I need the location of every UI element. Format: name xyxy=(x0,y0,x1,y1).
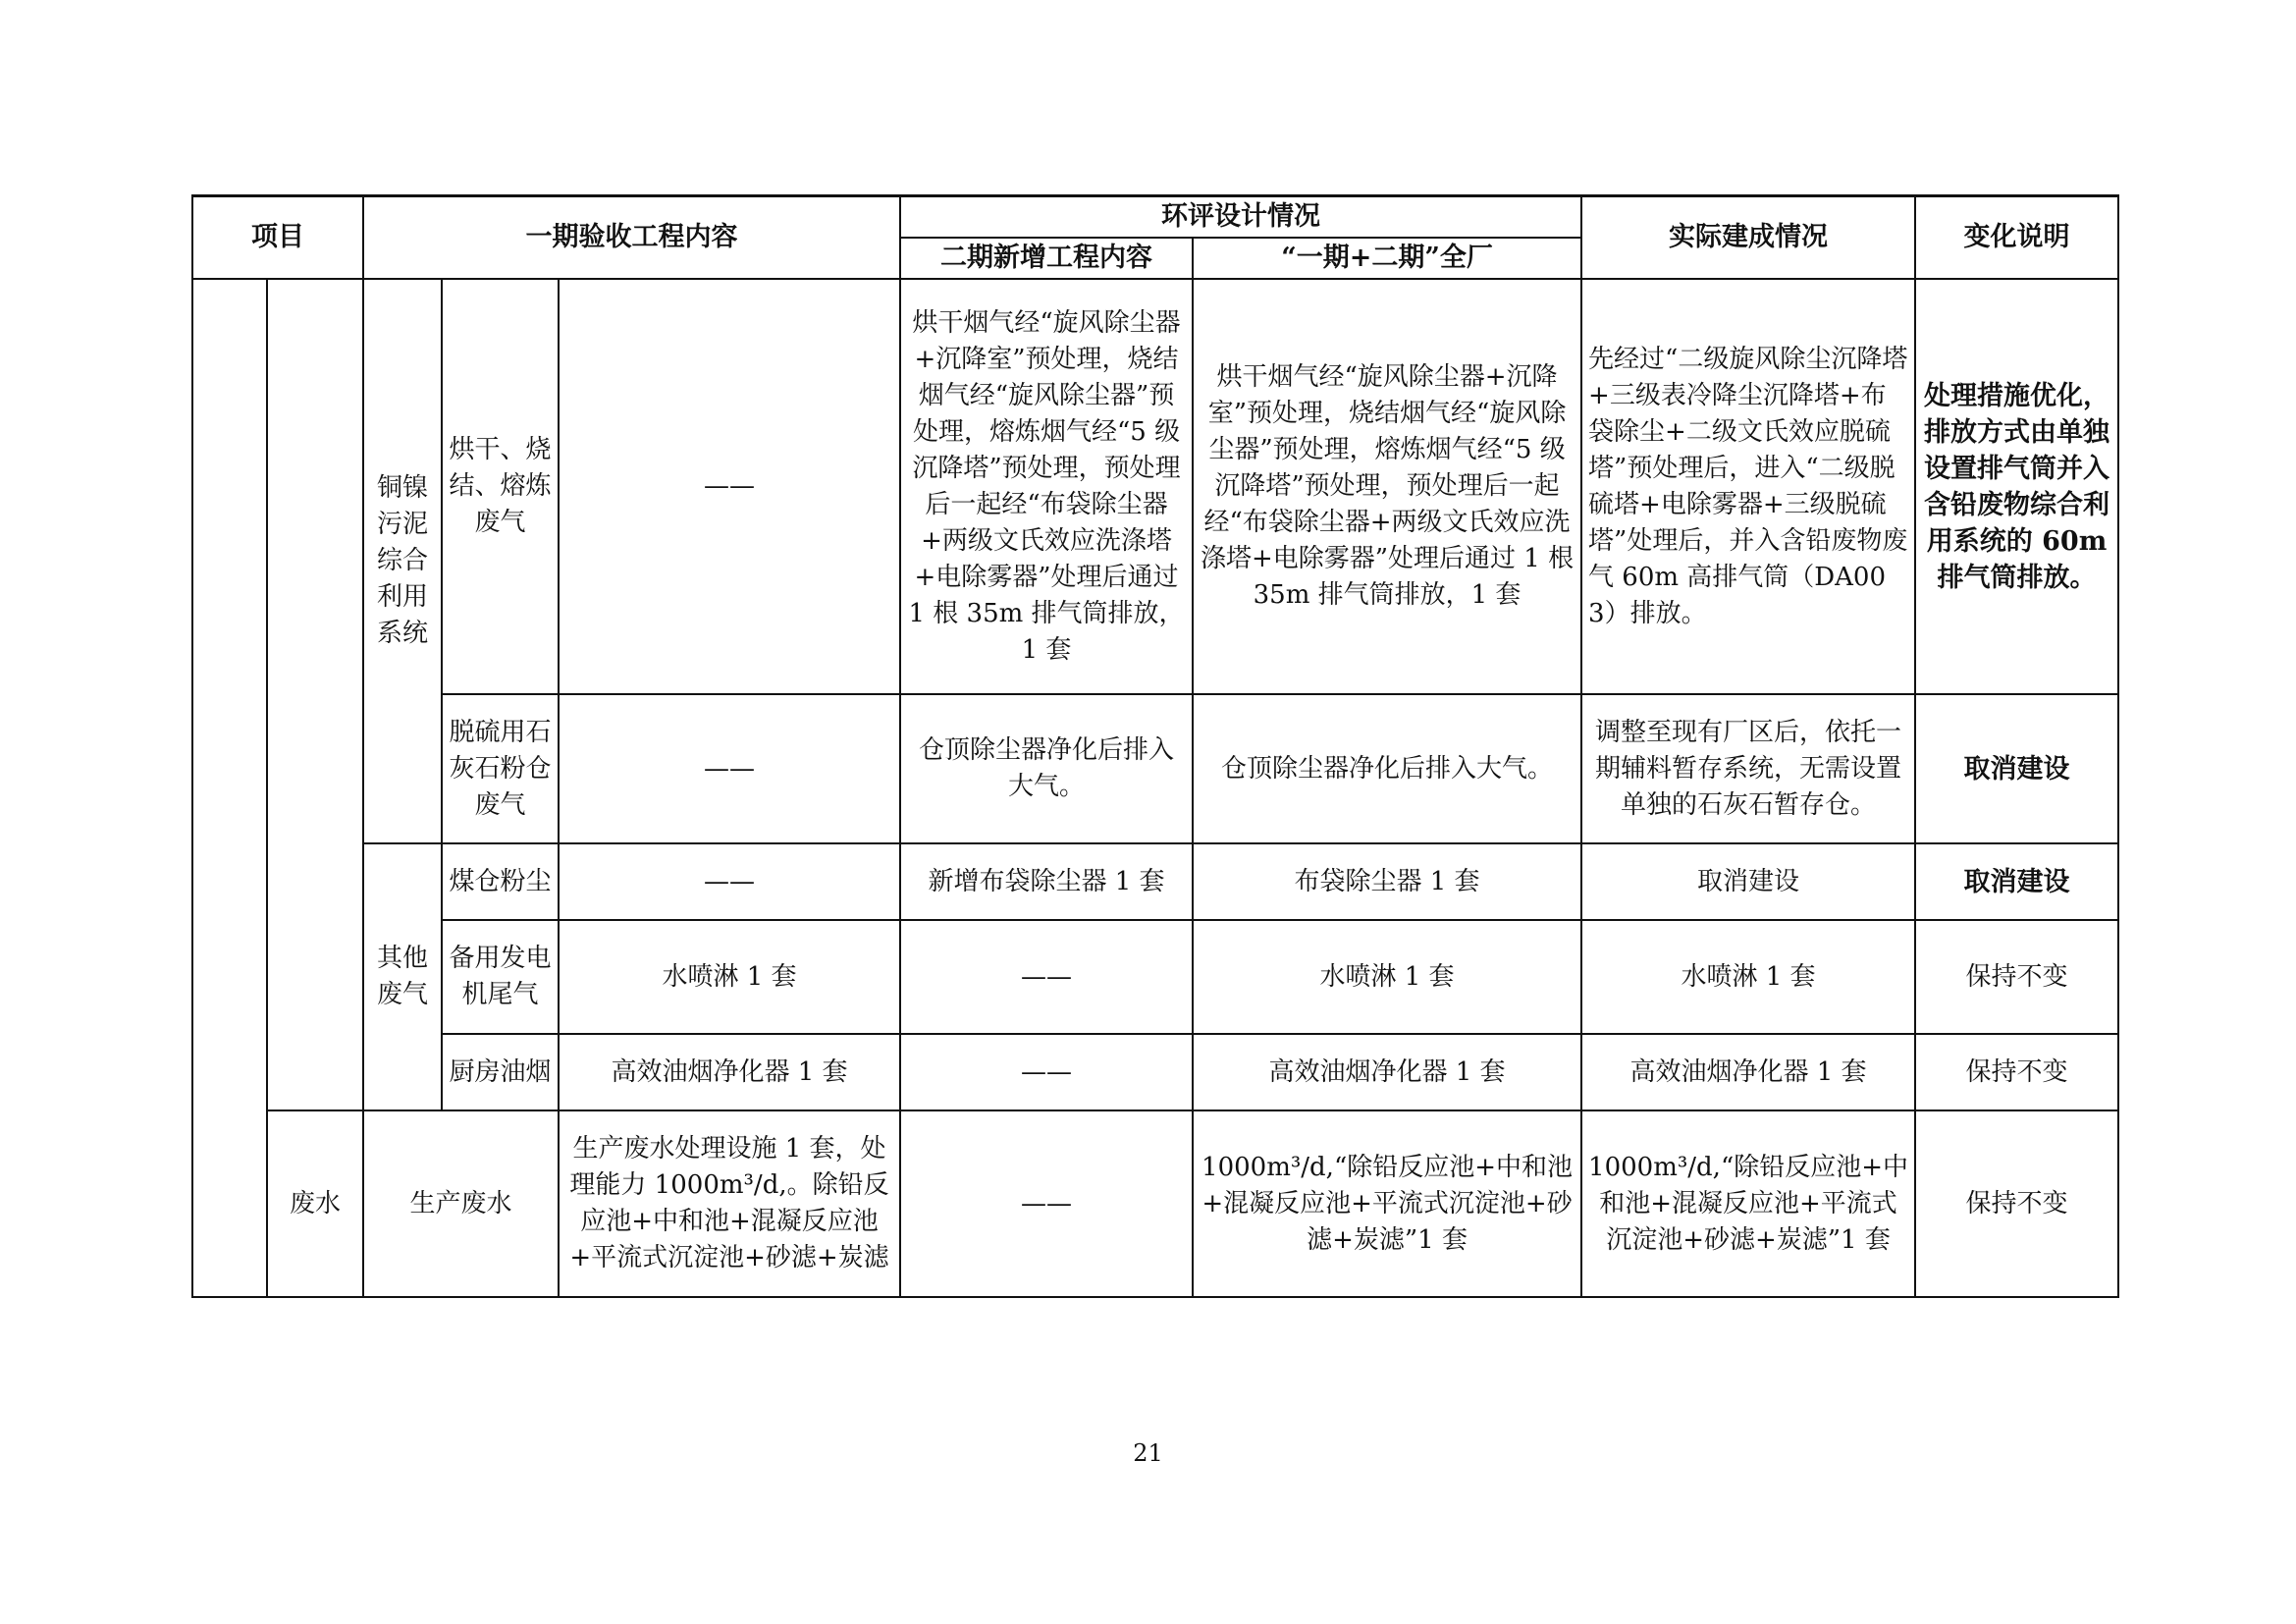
row-item: 生产废水 xyxy=(363,1110,559,1297)
row-phase2: 新增布袋除尘器 1 套 xyxy=(900,843,1193,920)
row-phase1: 水喷淋 1 套 xyxy=(559,920,900,1034)
row-actual: 高效油烟净化器 1 套 xyxy=(1581,1034,1915,1110)
row-whole: 仓顶除尘器净化后排入大气。 xyxy=(1193,694,1581,843)
row-phase1: 生产废水处理设施 1 套，处理能力 1000m³/d,。除铅反应池+中和池+混凝反应池+平流式沉淀池+砂滤+炭滤 xyxy=(559,1110,900,1297)
row-phase1: 高效油烟净化器 1 套 xyxy=(559,1034,900,1110)
row-phase2: —— xyxy=(900,1110,1193,1297)
row-item: 厨房油烟 xyxy=(442,1034,559,1110)
row-change: 取消建设 xyxy=(1915,843,2118,920)
row-whole: 水喷淋 1 套 xyxy=(1193,920,1581,1034)
row-change: 保持不变 xyxy=(1915,1110,2118,1297)
row-whole: 1000m³/d,“除铅反应池+中和池+混凝反应池+平流式沉淀池+砂滤+炭滤”1 套 xyxy=(1193,1110,1581,1297)
row-phase1: —— xyxy=(559,694,900,843)
row-phase2: —— xyxy=(900,920,1193,1034)
wastewater-label: 废水 xyxy=(267,1110,363,1297)
row-whole: 高效油烟净化器 1 套 xyxy=(1193,1034,1581,1110)
waste-gas-group-cell xyxy=(267,279,363,1110)
row-phase2: 烘干烟气经“旋风除尘器+沉降室”预处理，烧结烟气经“旋风除尘器”预处理，熔炼烟气经“5 级沉降塔”预处理，预处理后一起经“布袋除尘器+两级文氏效应洗涤塔+电除雾器”处理后通过 1 根 35m 排气筒排放， 1 套 xyxy=(900,279,1193,694)
header-phase2-new: 二期新增工程内容 xyxy=(900,238,1193,279)
row-change: 处理措施优化，排放方式由单独设置排气筒并入含铅废物综合利用系统的 60m 排气筒排放。 xyxy=(1915,279,2118,694)
row-actual: 水喷淋 1 套 xyxy=(1581,920,1915,1034)
other-gas-label: 其他废气 xyxy=(363,843,442,1110)
row-phase1: —— xyxy=(559,279,900,694)
header-actual: 实际建成情况 xyxy=(1581,196,1915,280)
page-number: 21 xyxy=(1133,1439,1163,1467)
project-empty-cell xyxy=(192,279,267,1297)
row-actual: 1000m³/d,“除铅反应池+中和池+混凝反应池+平流式沉淀池+砂滤+炭滤”1 套 xyxy=(1581,1110,1915,1297)
row-actual: 调整至现有厂区后，依托一期辅料暂存系统，无需设置单独的石灰石暂存仓。 xyxy=(1581,694,1915,843)
header-phase1: 一期验收工程内容 xyxy=(363,196,900,280)
row-whole: 烘干烟气经“旋风除尘器+沉降室”预处理，烧结烟气经“旋风除尘器”预处理，熔炼烟气经“5 级沉降塔”预处理，预处理后一起经“布袋除尘器+两级文氏效应洗涤塔+电除雾器”处理后通过 1 根 35m 排气筒排放，1 套 xyxy=(1193,279,1581,694)
comparison-table xyxy=(191,194,2119,1298)
header-project: 项目 xyxy=(192,196,363,280)
system-label: 铜镍污泥综合利用系统 xyxy=(363,279,442,843)
row-item: 备用发电机尾气 xyxy=(442,920,559,1034)
row-change: 保持不变 xyxy=(1915,920,2118,1034)
row-whole: 布袋除尘器 1 套 xyxy=(1193,843,1581,920)
row-item: 煤仓粉尘 xyxy=(442,843,559,920)
header-eia: 环评设计情况 xyxy=(900,196,1581,239)
row-actual: 先经过“二级旋风除尘沉降塔+三级表冷降尘沉降塔+布袋除尘+二级文氏效应脱硫塔”预处理后，进入“二级脱硫塔+电除雾器+三级脱硫塔”处理后，并入含铅废物废气 60m 高排气筒（DA003）排放。 xyxy=(1581,279,1915,694)
row-item: 脱硫用石灰石粉仓废气 xyxy=(442,694,559,843)
row-change: 保持不变 xyxy=(1915,1034,2118,1110)
row-phase1: —— xyxy=(559,843,900,920)
row-phase2: —— xyxy=(900,1034,1193,1110)
row-actual: 取消建设 xyxy=(1581,843,1915,920)
row-item: 烘干、烧结、熔炼废气 xyxy=(442,279,559,694)
header-change: 变化说明 xyxy=(1915,196,2118,280)
row-phase2: 仓顶除尘器净化后排入大气。 xyxy=(900,694,1193,843)
header-whole-plant: “一期+二期”全厂 xyxy=(1193,238,1581,279)
row-change: 取消建设 xyxy=(1915,694,2118,843)
